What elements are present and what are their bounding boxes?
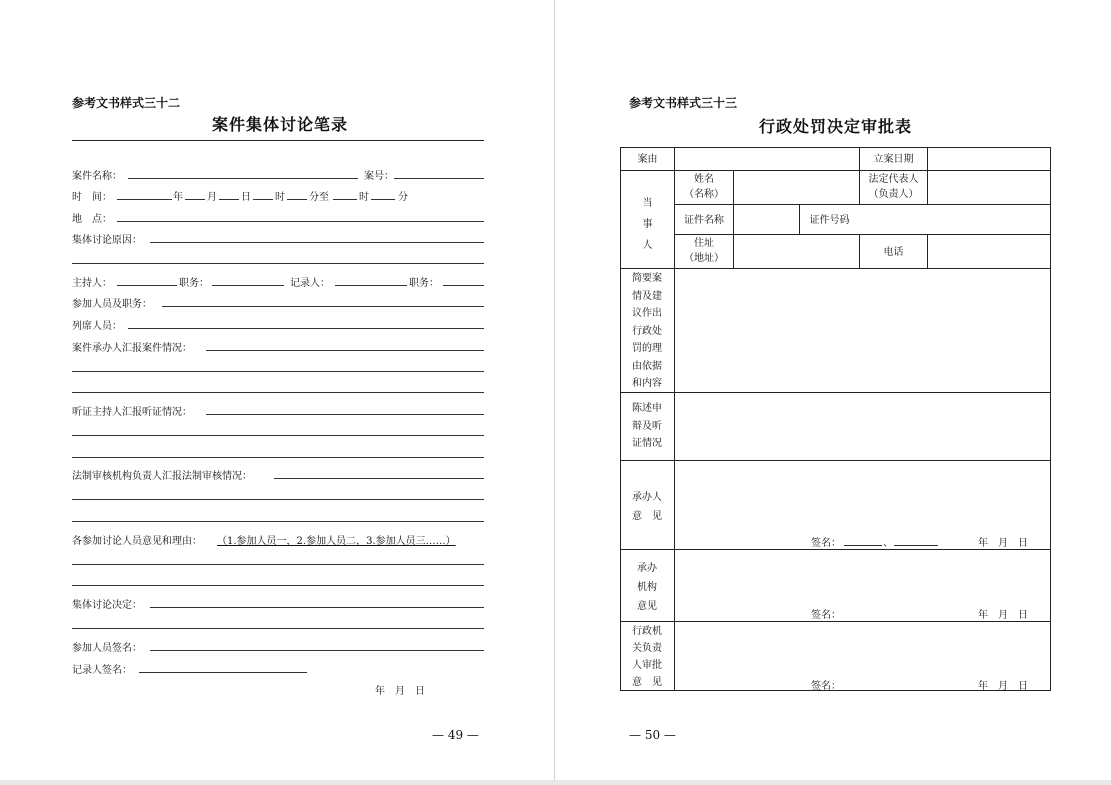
minute2-label: 分	[398, 192, 408, 203]
leader-opinion-value[interactable]	[675, 623, 1050, 673]
recorder-label: 记录人：	[290, 278, 330, 289]
year-label: 年	[173, 192, 183, 203]
id-name-label: 证件名称	[684, 215, 724, 226]
hour2-field[interactable]	[333, 199, 357, 200]
reason-field[interactable]	[150, 242, 484, 243]
legal-review-label: 法制审核机构负责人汇报法制审核情况：	[72, 471, 252, 482]
case-cause-value[interactable]	[675, 150, 859, 168]
left-page-number: — 49 —	[432, 728, 479, 742]
day-label: 日	[241, 192, 251, 203]
minute-field[interactable]	[287, 199, 307, 200]
dept-date: 年 月 日	[978, 610, 1028, 621]
name-value[interactable]	[734, 172, 859, 202]
id-name-value[interactable]	[734, 206, 799, 232]
handler-sign-field-2[interactable]	[894, 545, 938, 546]
minute2-field[interactable]	[371, 199, 395, 200]
defense-label: 陈述申 辩及听 证情况	[632, 403, 662, 449]
row-line-4	[620, 268, 1051, 269]
row-line-5	[620, 392, 1051, 393]
attendees-label: 列席人员：	[72, 321, 122, 332]
year-field[interactable]	[117, 199, 172, 200]
handler-opinion-value[interactable]	[675, 462, 1050, 526]
hour-field[interactable]	[253, 199, 273, 200]
month-label: 月	[207, 192, 217, 203]
right-page-number: — 50 —	[629, 728, 676, 742]
row-line-8	[620, 621, 1051, 622]
dept-opinion-value[interactable]	[675, 551, 1050, 601]
handler-sign-field-1[interactable]	[844, 545, 882, 546]
leader-date: 年 月 日	[978, 681, 1028, 692]
hearing-report-field[interactable]	[206, 414, 484, 415]
participants-label: 参加人员及职务：	[72, 299, 152, 310]
leader-sign-label: 签名：	[811, 681, 841, 692]
handler-report-field[interactable]	[206, 350, 484, 351]
defense-value[interactable]	[675, 394, 1050, 458]
host-title-label: 职务：	[179, 278, 209, 289]
row-line-3	[674, 234, 1051, 235]
id-no-value[interactable]	[860, 206, 1050, 232]
recorder-sign-field[interactable]	[139, 672, 307, 673]
hearing-report-label: 听证主持人汇报听证情况：	[72, 407, 192, 418]
decision-label: 集体讨论决定：	[72, 600, 142, 611]
reason-field-2[interactable]	[72, 263, 484, 264]
opinions-example: （1.参加人员一，2.参加人员二，3.参加人员三……）	[217, 536, 456, 547]
hour-label: 时	[275, 192, 285, 203]
recorder-title-label: 职务：	[409, 278, 439, 289]
legal-review-field[interactable]	[274, 478, 484, 479]
opinions-field-2[interactable]	[72, 564, 484, 565]
opinions-label: 各参加讨论人员意见和理由：	[72, 536, 202, 547]
left-subtitle: 参考文书样式三十二	[72, 96, 181, 110]
id-no-label: 证件号码	[809, 215, 850, 226]
host-label: 主持人：	[72, 278, 112, 289]
title-rule	[72, 140, 484, 141]
legal-rep-value[interactable]	[928, 172, 1050, 202]
dept-opinion-label: 承办 机构 意见	[637, 563, 657, 612]
case-name-field[interactable]	[128, 178, 358, 179]
legal-review-field-3[interactable]	[72, 521, 484, 522]
row-line-6	[620, 460, 1051, 461]
case-no-field[interactable]	[394, 178, 484, 179]
participant-sign-field[interactable]	[150, 650, 484, 651]
participant-sign-label: 参加人员签名：	[72, 643, 142, 654]
row-line-1	[620, 170, 1051, 171]
reason-label: 集体讨论原因：	[72, 235, 142, 246]
hour2-label: 时	[359, 192, 369, 203]
leader-opinion-label: 行政机 关负责 人审批 意 见	[632, 626, 662, 688]
handler-sign-label: 签名：	[811, 538, 841, 549]
handler-date: 年 月 日	[978, 538, 1028, 549]
right-title: 行政处罚决定审批表	[759, 117, 913, 136]
phone-value[interactable]	[928, 236, 1050, 266]
recorder-sign-label: 记录人签名：	[72, 665, 132, 676]
time-label: 时 间：	[72, 192, 112, 203]
filing-date-label: 立案日期	[873, 154, 914, 165]
hearing-report-field-2[interactable]	[72, 435, 484, 436]
opinions-field-3[interactable]	[72, 585, 484, 586]
row-line-2	[674, 204, 1051, 205]
host-field[interactable]	[117, 285, 177, 286]
day-field[interactable]	[219, 199, 239, 200]
right-page	[555, 0, 1111, 780]
recorder-title-field[interactable]	[443, 285, 484, 286]
name-label: 姓名 （名称）	[684, 174, 724, 200]
bottom-band	[0, 780, 1111, 785]
host-title-field[interactable]	[212, 285, 284, 286]
dept-sign-label: 签名：	[811, 610, 841, 621]
decision-field[interactable]	[150, 607, 484, 608]
handler-sign-sep: 、	[883, 538, 893, 549]
brief-label: 简要案 情及建 议作出 行政处 罚的理 由依据 和内容	[632, 273, 662, 389]
decision-field-2[interactable]	[72, 628, 484, 629]
participants-field[interactable]	[162, 306, 484, 307]
handler-opinion-label: 承办人 意 见	[632, 492, 662, 522]
brief-value[interactable]	[675, 270, 1050, 390]
case-no-label: 案号：	[364, 171, 394, 182]
handler-report-field-2[interactable]	[72, 371, 484, 372]
case-cause-label: 案由	[637, 154, 658, 165]
left-title: 案件集体讨论笔录	[212, 115, 349, 134]
phone-label: 电话	[883, 247, 904, 258]
minute-to-label: 分至	[309, 192, 329, 203]
attendees-field[interactable]	[128, 328, 484, 329]
hearing-report-field-3[interactable]	[72, 457, 484, 458]
address-label: 住址 （地址）	[684, 238, 724, 264]
recorder-field[interactable]	[335, 285, 407, 286]
left-page	[0, 0, 554, 780]
case-name-label: 案件名称：	[72, 171, 122, 182]
handler-report-field-3[interactable]	[72, 392, 484, 393]
filing-date-value[interactable]	[928, 150, 1050, 168]
party-label: 当 事 人	[642, 198, 653, 251]
location-field[interactable]	[117, 221, 484, 222]
legal-review-field-2[interactable]	[72, 499, 484, 500]
right-subtitle: 参考文书样式三十三	[629, 96, 738, 110]
location-label: 地 点：	[72, 214, 112, 225]
month-field[interactable]	[185, 199, 205, 200]
legal-rep-label: 法定代表人 （负责人）	[868, 174, 919, 200]
row-line-7	[620, 549, 1051, 550]
handler-report-label: 案件承办人汇报案件情况：	[72, 343, 192, 354]
left-date-line: 年 月 日	[375, 686, 425, 697]
address-value[interactable]	[734, 236, 859, 266]
